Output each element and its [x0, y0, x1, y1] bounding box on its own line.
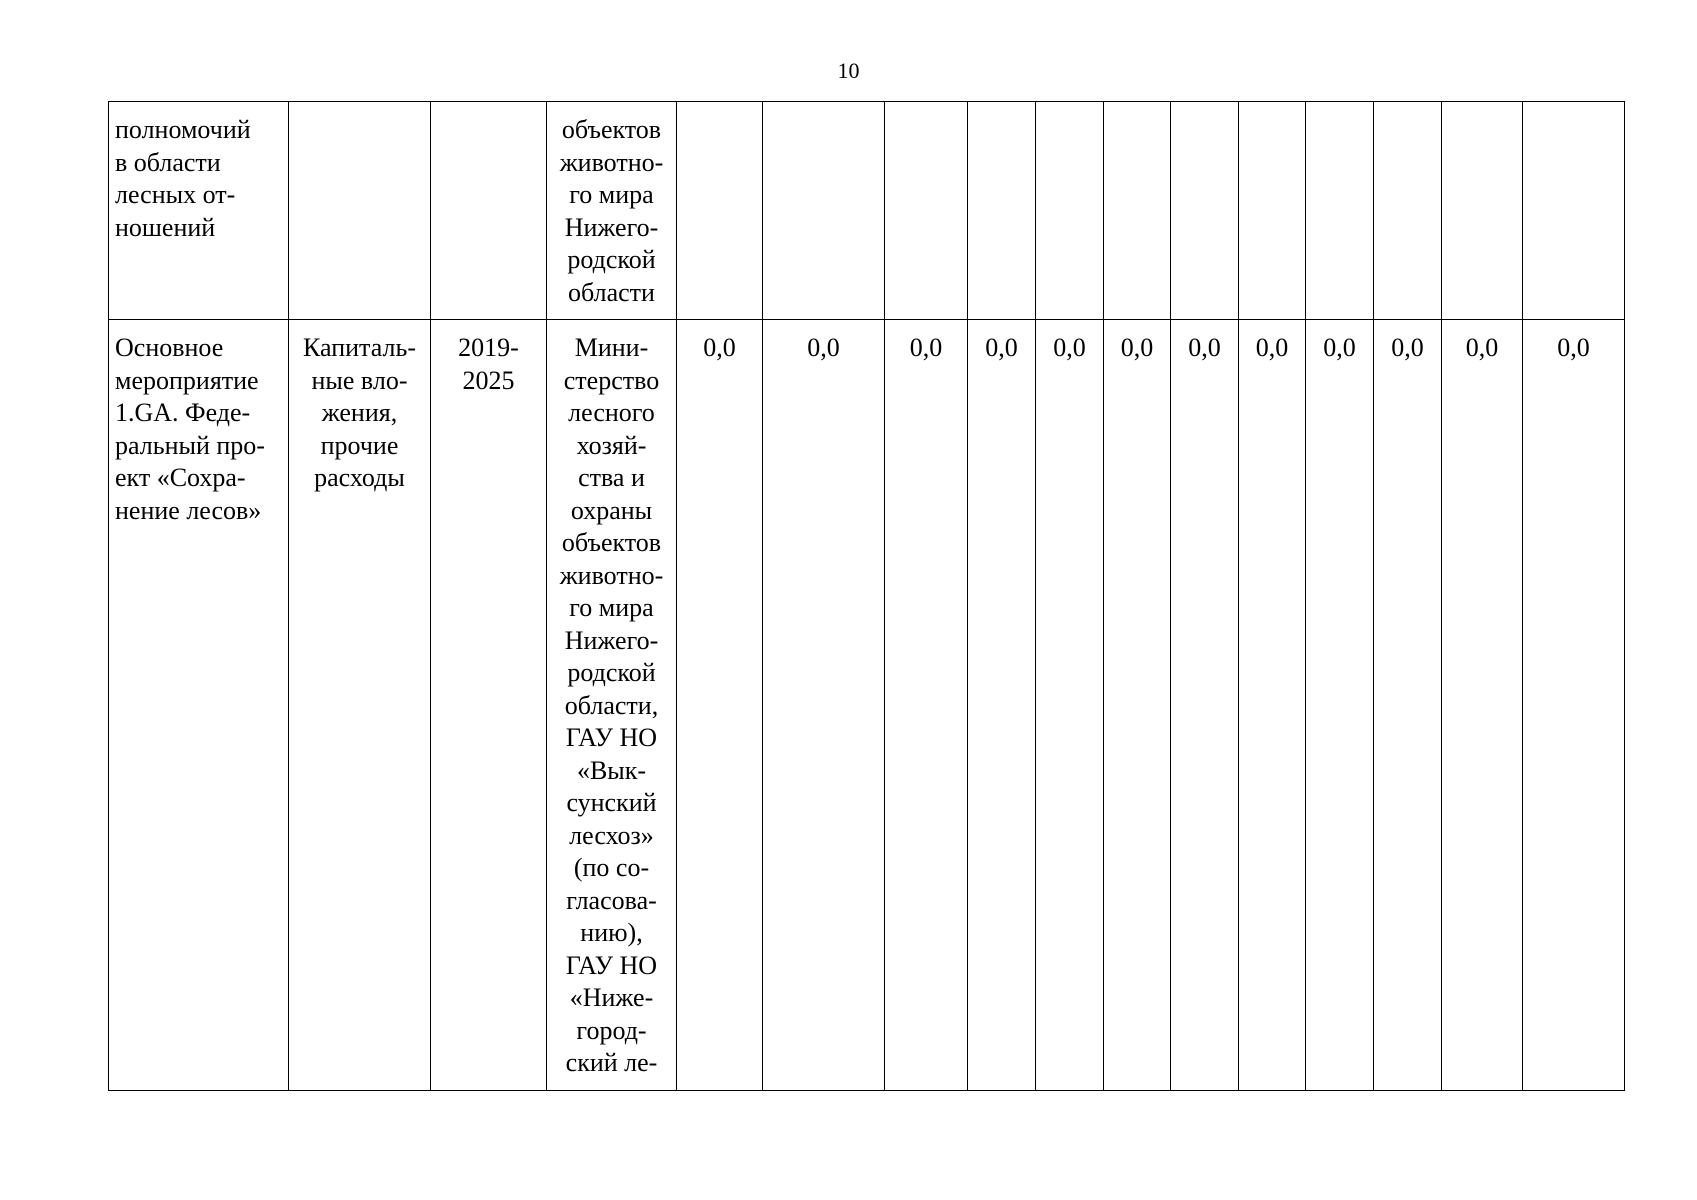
text-line: родской	[567, 245, 656, 274]
value-cell: 0,0	[1306, 320, 1374, 1091]
text-line: в области	[115, 147, 221, 177]
text-line: 2025	[462, 365, 515, 395]
value-cell	[1036, 102, 1104, 320]
program-table	[108, 101, 1625, 1091]
value-cell	[1104, 102, 1171, 320]
value-cell	[968, 102, 1036, 320]
text-line: Капиталь-	[303, 333, 416, 362]
text-line: Основное	[115, 333, 224, 362]
value-cell: 0,0	[1239, 320, 1306, 1091]
value-cell: 0,0	[885, 320, 968, 1091]
value-cell: 0,0	[1036, 320, 1104, 1091]
value-cell	[1239, 102, 1306, 320]
value-cell: 0,0	[1523, 320, 1625, 1091]
value-cell	[763, 102, 885, 320]
text-line: животно-	[559, 560, 664, 590]
text-line: лесхоз»	[569, 820, 654, 850]
text-line: ГАУ НО	[565, 723, 658, 752]
page-number: 10	[837, 58, 860, 83]
value-cell	[1171, 102, 1239, 320]
text-line: ные вло-	[311, 365, 408, 395]
text-line: хозяй-	[576, 430, 647, 460]
executor-cell	[547, 102, 677, 320]
text-line: нию),	[580, 918, 643, 947]
executor-cell	[547, 320, 677, 1091]
text-line: сунский	[566, 788, 657, 817]
text-line: ральный про-	[115, 430, 265, 460]
text-line: объектов	[561, 528, 662, 557]
text-line: лесных от-	[115, 180, 236, 209]
table-row	[109, 320, 1625, 1091]
text-line: стерство	[563, 365, 660, 395]
text-line: области	[568, 277, 655, 307]
value-cell	[1374, 102, 1442, 320]
text-line: Мини-	[574, 333, 649, 362]
text-line: области,	[564, 690, 659, 720]
expense-type-cell	[289, 102, 431, 320]
text-line: «Вык-	[576, 755, 647, 785]
value-cell: 0,0	[968, 320, 1036, 1091]
value-cell: 0,0	[1171, 320, 1239, 1091]
text-line: ношений	[115, 212, 216, 242]
text-line: нение лесов»	[115, 495, 262, 525]
text-line: «Ниже-	[569, 983, 654, 1012]
table-row	[109, 102, 1625, 320]
text-line: родской	[567, 658, 656, 687]
text-line: (по со-	[573, 853, 650, 882]
text-line: Нижего-	[564, 625, 659, 655]
text-line: 2019-	[458, 333, 519, 362]
value-cell: 0,0	[763, 320, 885, 1091]
text-line: го мира	[569, 180, 654, 209]
text-line: город-	[576, 1015, 647, 1045]
text-line: го мира	[569, 593, 654, 622]
text-line: ства и	[578, 463, 645, 492]
value-cell	[677, 102, 763, 320]
text-line: Нижего-	[564, 212, 659, 242]
period-cell	[431, 102, 547, 320]
text-line: 1.GA. Феде-	[115, 398, 251, 427]
text-line: ский ле-	[565, 1048, 658, 1077]
text-line: ГАУ НО	[565, 950, 658, 980]
text-line: мероприятие	[115, 365, 259, 395]
text-line: жения,	[321, 398, 398, 427]
value-cell	[885, 102, 968, 320]
text-line: объектов	[561, 115, 662, 144]
value-cell: 0,0	[1442, 320, 1523, 1091]
period-cell	[431, 320, 547, 1091]
text-line: ект «Сохра-	[115, 463, 246, 492]
value-cell: 0,0	[1104, 320, 1171, 1091]
value-cell: 0,0	[1374, 320, 1442, 1091]
value-cell	[1306, 102, 1374, 320]
value-cell	[1442, 102, 1523, 320]
text-line: животно-	[559, 147, 664, 177]
text-line: полномочий	[115, 115, 251, 144]
activity-name-cell	[109, 102, 289, 320]
text-line: лесного	[568, 398, 655, 427]
text-line: охраны	[570, 495, 653, 525]
expense-type-cell	[289, 320, 431, 1091]
text-line: прочие	[320, 430, 399, 460]
activity-name-cell	[109, 320, 289, 1091]
text-line: гласова-	[566, 885, 657, 915]
value-cell: 0,0	[677, 320, 763, 1091]
text-line: расходы	[314, 463, 405, 492]
value-cell	[1523, 102, 1625, 320]
